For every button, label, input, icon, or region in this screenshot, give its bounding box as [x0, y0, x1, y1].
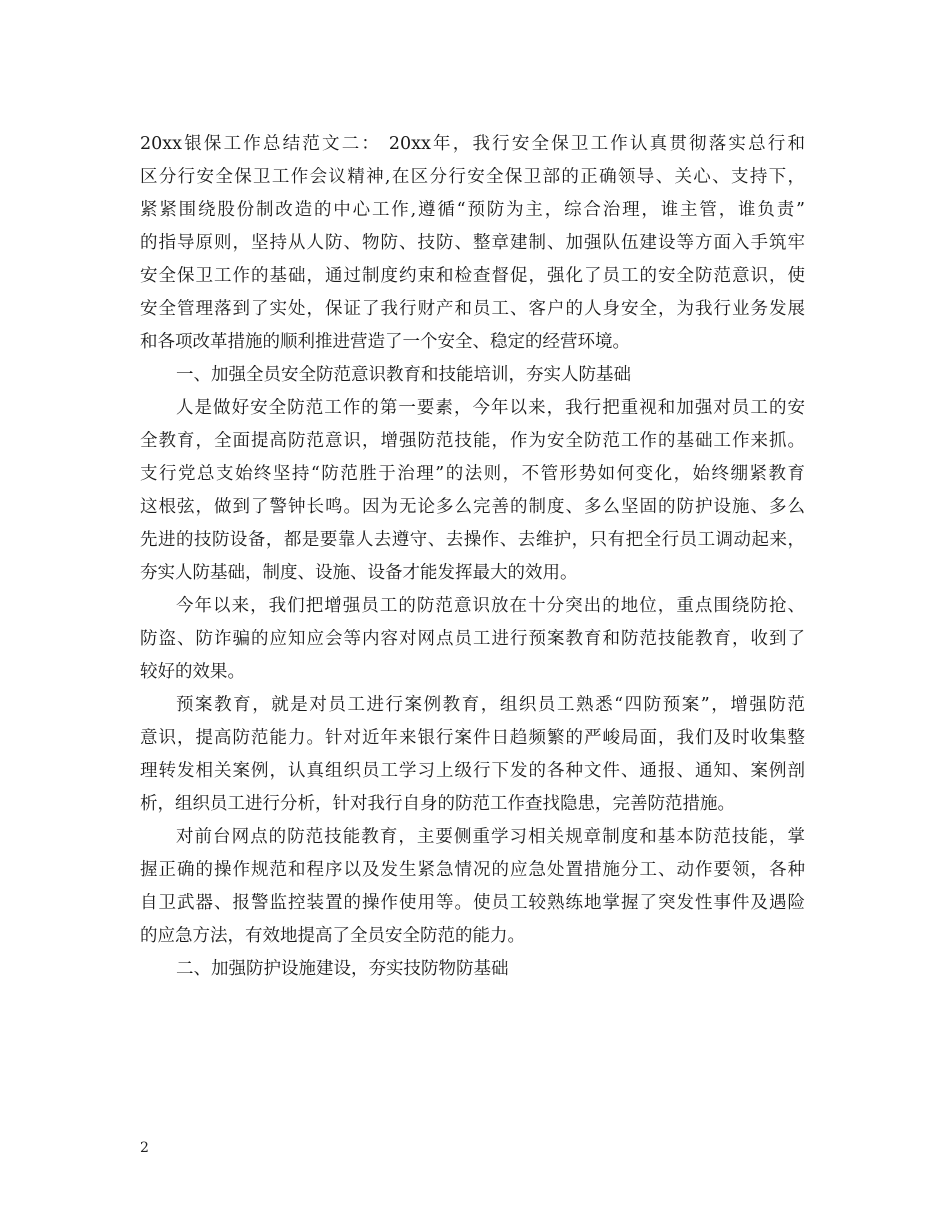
text-line: 20xx银保工作总结范文二： 20xx年，我行安全保卫工作认真贯彻落实总行和 — [140, 134, 805, 154]
text-line: 防盗、防诈骗的应知应会等内容对网点员工进行预案教育和防范技能教育，收到了 — [140, 629, 805, 649]
text-line: 二、加强防护设施建设，夯实技防物防基础 — [176, 959, 509, 979]
text-line: 的应急方法，有效地提高了全员安全防范的能力。 — [140, 926, 525, 946]
text-line: 支行党总支始终坚持“防范胜于治理”的法则，不管形势如何变化，始终绷紧教育 — [140, 464, 805, 484]
text-line: 全教育，全面提高防范意识，增强防范技能，作为安全防范工作的基础工作来抓。 — [140, 431, 805, 451]
text-line: 析，组织员工进行分析，针对我行自身的防范工作查找隐患，完善防范措施。 — [140, 794, 735, 814]
document-body — [140, 128, 805, 986]
text-line: 较好的效果。 — [140, 662, 245, 682]
text-line: 意识，提高防范能力。针对近年来银行案件日趋频繁的严峻局面，我们及时收集整 — [140, 728, 805, 748]
page-number: 2 — [140, 1140, 149, 1156]
text-line: 安全保卫工作的基础，通过制度约束和检查督促，强化了员工的安全防范意识，使 — [140, 266, 805, 286]
text-line: 区分行安全保卫工作会议精神,在区分行安全保卫部的正确领导、关心、支持下， — [140, 167, 805, 187]
text-line: 安全管理落到了实处，保证了我行财产和员工、客户的人身安全，为我行业务发展 — [140, 299, 805, 319]
text-line: 今年以来，我们把增强员工的防范意识放在十分突出的地位，重点围绕防抢、 — [176, 596, 805, 616]
text-line: 和各项改革措施的顺利推进营造了一个安全、稳定的经营环境。 — [140, 332, 630, 352]
text-line: 对前台网点的防范技能教育，主要侧重学习相关规章制度和基本防范技能，掌 — [176, 827, 805, 847]
text-line: 握正确的操作规范和程序以及发生紧急情况的应急处置措施分工、动作要领，各种 — [140, 860, 805, 880]
text-line: 理转发相关案例，认真组织员工学习上级行下发的各种文件、通报、通知、案例剖 — [140, 761, 805, 781]
text-line: 人是做好安全防范工作的第一要素，今年以来，我行把重视和加强对员工的安 — [176, 398, 805, 418]
text-line: 先进的技防设备，都是要靠人去遵守、去操作、去维护，只有把全行员工调动起来， — [140, 530, 805, 550]
text-line: 紧紧围绕股份制改造的中心工作,遵循“预防为主，综合治理，谁主管，谁负责” — [140, 200, 805, 220]
text-line: 的指导原则，坚持从人防、物防、技防、整章建制、加强队伍建设等方面入手筑牢 — [140, 233, 805, 253]
text-line: 夯实人防基础，制度、设施、设备才能发挥最大的效用。 — [140, 563, 578, 583]
text-line: 一、加强全员安全防范意识教育和技能培训，夯实人防基础 — [176, 365, 631, 385]
text-line: 预案教育，就是对员工进行案例教育，组织员工熟悉“四防预案”，增强防范 — [176, 695, 805, 715]
text-line: 这根弦，做到了警钟长鸣。因为无论多么完善的制度、多么坚固的防护设施、多么 — [140, 497, 805, 517]
text-line: 自卫武器、报警监控装置的操作使用等。使员工较熟练地掌握了突发性事件及遇险 — [140, 893, 805, 913]
